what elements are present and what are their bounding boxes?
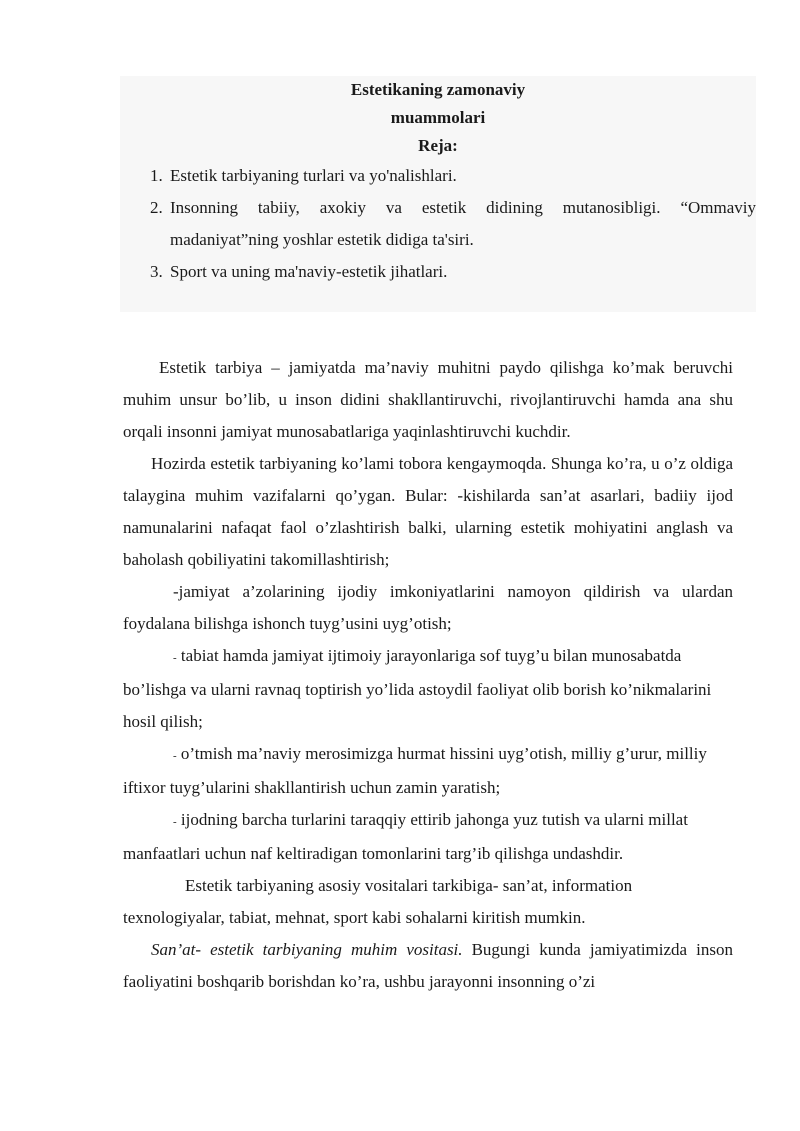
plan-item-number: 2.	[150, 198, 163, 217]
dash-marker: -	[173, 652, 177, 664]
dash-marker: -	[173, 816, 177, 828]
paragraph-task-heritage	[123, 738, 733, 804]
plan-list	[120, 160, 756, 288]
plan-item-text: Sport va uning ma'naviy-estetik jihatlari.	[170, 262, 448, 281]
document-title-line1: Estetikaning zamonaviy	[350, 80, 526, 99]
paragraph-task-creation	[123, 804, 733, 870]
plan-item-text: Estetik tarbiyaning turlari va yo'nalishlari.	[170, 166, 457, 185]
plan-item	[120, 256, 756, 288]
plan-item-number: 1.	[150, 166, 163, 185]
paragraph-art	[123, 934, 733, 998]
art-heading-italic: San’at- estetik tarbiyaning muhim vositasi.	[151, 940, 463, 959]
paragraph-text: o’tmish ma’naviy merosimizga hurmat hissini uyg’otish, milliy g’urur, milliy iftixor tuyg’ularini shakllantirish uchun zamin yaratish;	[123, 744, 707, 797]
plan-item-text: Insonning tabiiy, axokiy va estetik didining mutanosibligi. “Ommaviy madaniyat”ning yoshlar estetik didiga ta'siri.	[170, 198, 756, 249]
plan-item	[120, 160, 756, 192]
plan-item-number: 3.	[150, 262, 163, 281]
paragraph-definition: Estetik tarbiya – jamiyatda ma’naviy muhitni paydo qilishga ko’mak beruvchi muhim unsur bo’lib, u inson didini shakllantiruvchi, rivojlantiruvchi hamda ana shu orqali insonni jamiyat munosabatlariga yaqinlashtiruvchi kuchdir.	[123, 358, 733, 441]
paragraph-task-creativity: -jamiyat a’zolarining ijodiy imkoniyatlarini namoyon qildirish va ulardan foydalana bilishga ishonch tuyg’usini uyg’otish;	[123, 582, 733, 633]
paragraph-text: Bugungi kunda jamiyatimizda inson faoliyatini boshqarib borishdan ko’ra, ushbu jarayonni insonning o’zi	[123, 940, 733, 991]
plan-item	[120, 192, 756, 256]
paragraph-text: ijodning barcha turlarini taraqqiy ettirib jahonga yuz tutish va ularni millat manfaatlari uchun naf keltiradigan tomonlarini targ’ib qilishga undashdir.	[123, 810, 688, 863]
paragraph-task-nature	[123, 640, 733, 738]
paragraph-tasks: Hozirda estetik tarbiyaning ko’lami tobora kengaymoqda. Shunga ko’ra, u o’z oldiga talaygina muhim vazifalarni qo’ygan. Bular: -kishilarda san’at asarlari, badiiy ijod namunalarini nafaqat faol o’zlashtirish balki, ularning estetik mohiyatini anglash va baholash qobiliyatini takomillashtirish;	[123, 454, 733, 569]
plan-section	[120, 76, 756, 288]
document-title-line2: muammolari	[390, 108, 486, 127]
document-body	[123, 352, 733, 998]
dash-marker: -	[173, 750, 177, 762]
paragraph-means: Estetik tarbiyaning asosiy vositalari tarkibiga- san’at, information texnologiyalar, tabiat, mehnat, sport kabi sohalarni kiritish mumkin.	[123, 876, 633, 927]
paragraph-text: tabiat hamda jamiyat ijtimoiy jarayonlariga sof tuyg’u bilan munosabatda bo’lishga va ularni ravnaq toptirish yo’lida astoydil faoliyat olib borish ko’nikmalarini hosil qilish;	[123, 646, 712, 731]
plan-heading: Reja:	[418, 136, 458, 155]
